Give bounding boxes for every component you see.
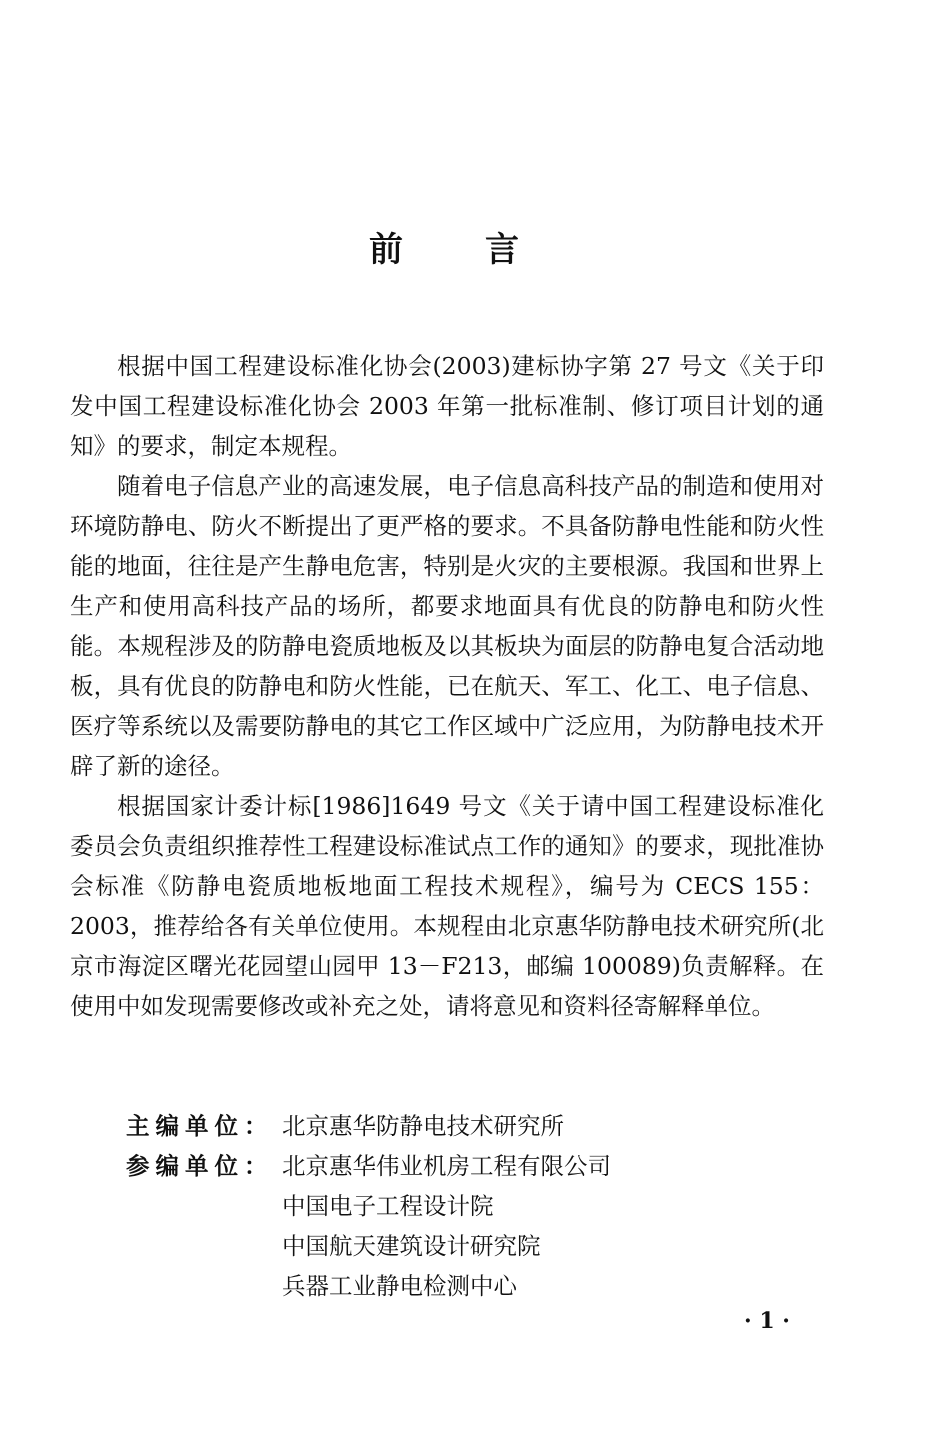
participating-unit: 中国航天建筑设计研究院 [282,1232,541,1260]
paragraph-3: 根据国家计委计标[1986]1649 号文《关于请中国工程建设标准化委员会负责组织推荐性工程建设标准试点工作的通知》的要求，现批准协会标准《防静电瓷质地板地面工程技术规程》，编号为 CECS 155：2003，推荐给各有关单位使用。本规程由北京惠华防静电技术研究所(北京市海淀区曙光花园望山园甲 13－F213，邮编 100089)负责解释。在使用中如发现需要修改或补充之处，请将意见和资料径寄解释单位。 [70,792,824,1020]
participating-editor-row [126,1146,611,1306]
participating-editor-label: 参编单位： [126,1152,274,1180]
chief-editor-unit: 北京惠华防静电技术研究所 [282,1112,564,1140]
chief-editor-label: 主编单位： [126,1112,274,1140]
chief-editor-row [126,1106,611,1146]
title-char-2: 言 [485,230,521,270]
page-number: · 1 · [744,1308,790,1334]
participating-unit: 中国电子工程设计院 [282,1192,494,1220]
paragraph-2: 随着电子信息产业的高速发展，电子信息高科技产品的制造和使用对环境防静电、防火不断提出了更严格的要求。不具备防静电性能和防火性能的地面，往往是产生静电危害，特别是火灾的主要根源。我国和世界上生产和使用高科技产品的场所，都要求地面具有优良的防静电和防火性能。本规程涉及的防静电瓷质地板及以其板块为面层的防静电复合活动地板，具有优良的防静电和防火性能，已在航天、军工、化工、电子信息、医疗等系统以及需要防静电的其它工作区域中广泛应用，为防静电技术开辟了新的途径。 [70,472,824,780]
participating-unit-list [282,1146,611,1306]
editor-units [126,1106,611,1306]
preface-body [70,346,824,1026]
title-char-1: 前 [369,230,405,270]
participating-unit: 兵器工业静电检测中心 [282,1272,517,1300]
paragraph-1: 根据中国工程建设标准化协会(2003)建标协字第 27 号文《关于印发中国工程建设标准化协会 2003 年第一批标准制、修订项目计划的通知》的要求，制定本规程。 [70,352,824,460]
page-title [0,222,890,271]
participating-unit: 北京惠华伟业机房工程有限公司 [282,1152,611,1180]
